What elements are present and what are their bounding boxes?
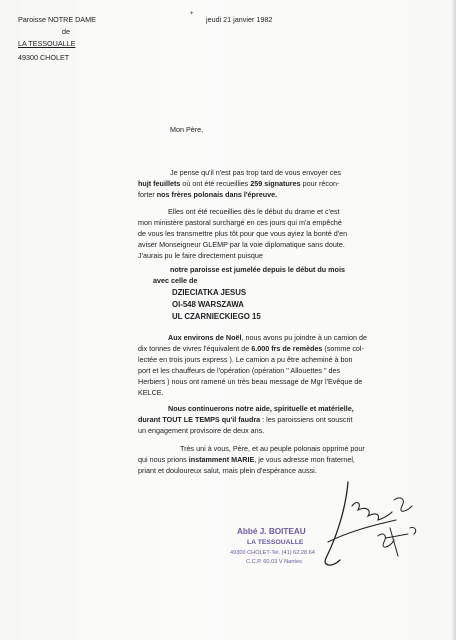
twinning-line1: notre paroisse est jumelée depuis le début du mois: [170, 265, 345, 274]
p1-line1: Je pense qu'il n'est pas trop tard de vous envoyer ces: [170, 168, 341, 177]
stamp-town: LA TESSOUALLE: [247, 539, 304, 546]
handwritten-signature: [318, 476, 430, 572]
p3-line3: lectée en trois jours express ). Le camion a pu être acheminé à bon: [138, 355, 353, 364]
p2-line3: de vous les transmettre plus tôt pour que vous ayiez la bonté d'en: [138, 229, 348, 238]
parish-de: de: [62, 27, 70, 36]
twinning-address-line3: UL CZARNIECKIEGO 15: [172, 312, 261, 321]
p5-line1: Très uni à vous, Père, et au peuple polonais opprimé pour: [180, 444, 365, 453]
cross-mark: +: [190, 11, 194, 17]
p3-line1: Aux environs de Noël, nous avons pu joindre à un camion de: [168, 333, 367, 342]
parish-line: Paroisse NOTRE DAME: [18, 15, 96, 24]
p4-line3: un engagement provisoire de deux ans.: [138, 426, 265, 435]
twinning-address-line2: OI-548 WARSZAWA: [172, 300, 244, 309]
p4-line2: durant TOUT LE TEMPS qu'il faudra : les paroissiens ont souscrit: [138, 415, 353, 424]
p3-line2: dix tonnes de vivres l'équivalent de 6.000 frs de remèdes (somme col-: [138, 344, 364, 353]
p2-line4: aviser Monseigneur GLEMP par la voie diplomatique sans doute.: [138, 240, 345, 249]
salutation: Mon Père,: [170, 125, 204, 134]
parish-town: LA TESSOUALLE: [18, 39, 76, 48]
p5-line2: qui nous prions instamment MARIE, je vous adresse mon fraternel,: [138, 455, 355, 464]
p1-line2: hujt feuillets où ont été recueillies 259 signatures pour récon-: [138, 179, 340, 188]
twinning-line2: avec celle de: [153, 276, 198, 285]
p4-line1: Nous continuerons notre aide, spirituelle et matérielle,: [168, 404, 354, 413]
p5-line3: priant et douloureux salut, mais plein d'espérance aussi.: [138, 466, 317, 475]
p3-line6: KELCE.: [138, 388, 164, 397]
stamp-address-tel: 49300 CHOLET-Tel. (41) 62.28.64: [230, 550, 315, 556]
p3-line5: Herbiers ) nous ont ramené un très beau message de Mgr l'Evêque de: [138, 377, 363, 386]
stamp-ccp: C.C.P. 60.03 V Nantes: [246, 559, 302, 565]
p2-line2: mon ministère pastoral surchargé en ces jours qui m'a empêché: [138, 218, 342, 227]
twinning-address-line1: DZIECIATKA JESUS: [172, 288, 247, 297]
letter-date: jeudi 21 janvier 1982: [206, 15, 273, 24]
stamp-name: Abbé J. BOITEAU: [237, 527, 306, 536]
p1-line3: forter nos frères polonais dans l'épreuve.: [138, 190, 278, 199]
p2-line1: Elles ont été recueillies dès le début du drame et c'est: [168, 207, 340, 216]
p3-line4: port et les chauffeurs de l'opération (opération " Allouettes " des: [138, 366, 341, 375]
p2-line5: J'aurais pu le faire directement puisque: [138, 251, 263, 260]
parish-postcode-city: 49300 CHOLET: [18, 53, 70, 62]
page-edge-shadow: [452, 0, 456, 640]
